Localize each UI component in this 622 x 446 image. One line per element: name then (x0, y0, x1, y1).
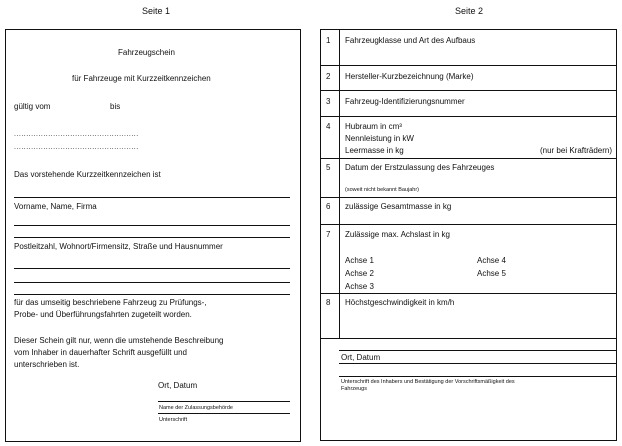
name-label: Vorname, Name, Firma (14, 202, 97, 211)
row-divider-7 (321, 293, 616, 294)
row-number-8: 8 (326, 298, 331, 307)
address-label: Postleitzahl, Wohnort/Firmensitz, Straße und Hausnummer (14, 242, 223, 251)
form-title: Fahrzeugschein (118, 48, 175, 57)
row-text-3: Fahrzeug-Identifizierungsnummer (345, 97, 465, 106)
validity-line-2: vom Inhaber in dauerhafter Schrift ausgefüllt und (14, 348, 187, 357)
signature-line-2: Fahrzeugs (341, 386, 367, 392)
row-text-4-line-3: Leermasse in kg (345, 146, 404, 155)
row-divider-2 (321, 90, 616, 91)
row-text-5: Datum der Erstzulassung des Fahrzeuges (345, 163, 495, 172)
number-column-divider (339, 30, 340, 338)
dotted-line-2: ................................................... (14, 144, 139, 151)
page1-form (5, 29, 301, 442)
underline-plate (14, 197, 290, 198)
page-label-2: Seite 2 (455, 6, 484, 16)
row-number-1: 1 (326, 36, 331, 45)
signature-line-1: Unterschrift des Inhabers und Bestätigung der Vorschriftsmäßigkeit des (341, 379, 515, 385)
row-text-2: Hersteller-Kurzbezeichnung (Marke) (345, 72, 474, 81)
row-text-6: zulässige Gesamtmasse in kg (345, 202, 452, 211)
dotted-line-1: ................................................... (14, 131, 139, 138)
row-divider-1 (321, 65, 616, 66)
place-date-label-2: Ort, Datum (341, 353, 381, 362)
axle-4-label: Achse 4 (477, 256, 506, 265)
row-divider-4 (321, 158, 616, 159)
underline-address-2 (14, 282, 290, 283)
axle-5-label: Achse 5 (477, 269, 506, 278)
underline-name-2 (14, 237, 290, 238)
purpose-line-1: für das umseitig beschriebene Fahrzeug zu Prüfungs-, (14, 298, 207, 307)
signature-label: Unterschrift (159, 417, 188, 423)
row-number-7: 7 (326, 230, 331, 239)
row-text-4-line-2: Nennleistung in kW (345, 134, 414, 143)
row-divider-6 (321, 224, 616, 225)
purpose-line-2: Probe- und Überführungsfahrten zugeteilt worden. (14, 310, 192, 319)
row-number-5: 5 (326, 163, 331, 172)
page-label-1: Seite 1 (142, 6, 171, 16)
valid-to-label: bis (110, 102, 121, 111)
axle-3-label: Achse 3 (345, 282, 374, 291)
signature-area-divider (339, 350, 616, 351)
row-divider-3 (321, 116, 616, 117)
underline-place-date-2 (339, 363, 616, 364)
row-number-6: 6 (326, 202, 331, 211)
row-divider-8 (321, 338, 616, 339)
valid-from-label: gültig vom (14, 102, 51, 111)
validity-line-3: unterschrieben ist. (14, 360, 80, 369)
underline-signature (339, 376, 616, 377)
axle-2-label: Achse 2 (345, 269, 374, 278)
authority-label: Name der Zulassungsbehörde (159, 405, 233, 411)
row-number-2: 2 (326, 72, 331, 81)
row-text-1: Fahrzeugklasse und Art des Aufbaus (345, 36, 476, 45)
validity-line-1: Dieser Schein gilt nur, wenn die umstehende Beschreibung (14, 336, 224, 345)
row-divider-5 (321, 197, 616, 198)
row-number-3: 3 (326, 97, 331, 106)
axle-1-label: Achse 1 (345, 256, 374, 265)
underline-authority (158, 413, 290, 414)
underline-place-date (158, 401, 290, 402)
row-note-5: (soweit nicht bekannt Baujahr) (345, 187, 419, 193)
row-text-7: Zulässige max. Achslast in kg (345, 230, 450, 239)
row-note-4: (nur bei Krafträdern) (539, 146, 612, 155)
place-date-label: Ort, Datum (158, 381, 198, 390)
form-subtitle: für Fahrzeuge mit Kurzzeitkennzeichen (72, 74, 211, 83)
underline-address-3 (14, 294, 290, 295)
underline-address-1 (14, 268, 290, 269)
row-text-4-line-1: Hubraum in cm³ (345, 122, 402, 131)
row-text-8: Höchstgeschwindigkeit in km/h (345, 298, 455, 307)
plate-text: Das vorstehende Kurzzeitkennzeichen ist (14, 170, 161, 179)
underline-name-1 (14, 225, 290, 226)
row-number-4: 4 (326, 122, 331, 131)
page2-form (320, 29, 617, 441)
